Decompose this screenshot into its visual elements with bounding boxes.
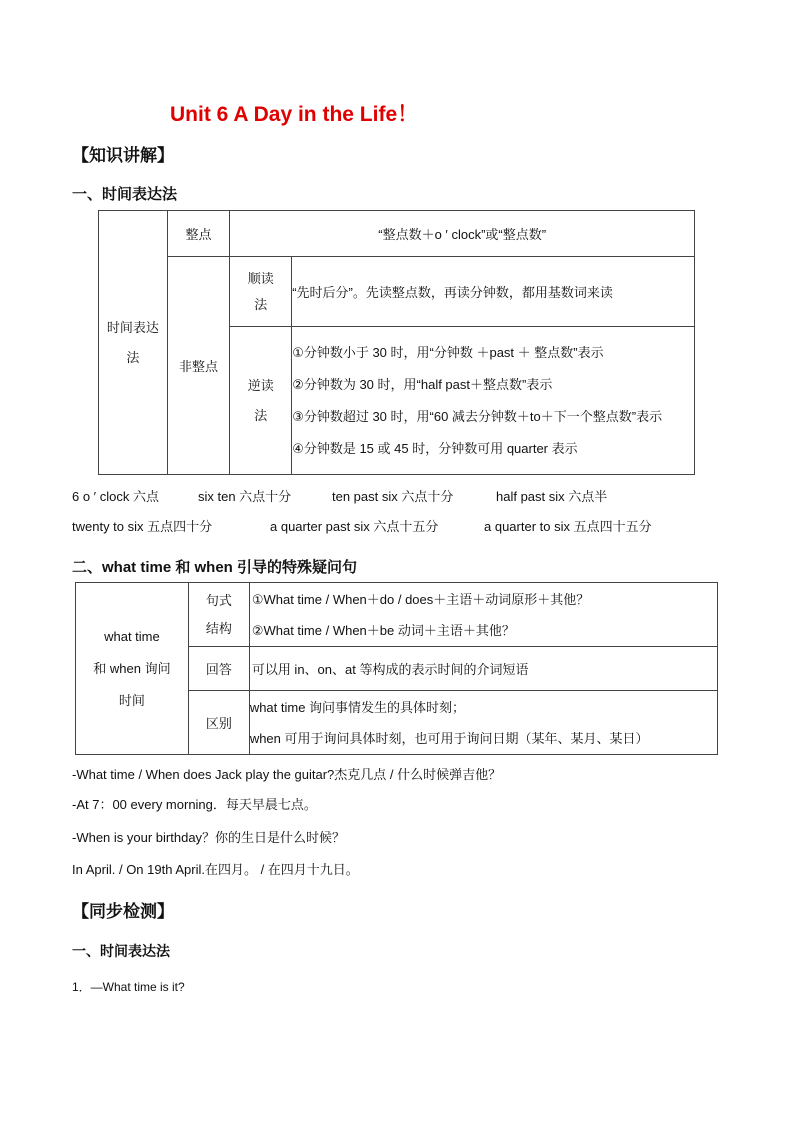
table2-answer-content: 可以用 in、on、at 等构成的表示时间的介词短语 — [249, 647, 717, 691]
table2-main-label-line: what time — [104, 628, 160, 644]
example-item: twenty to six 五点四十分 — [72, 519, 213, 534]
diff-item: when 可用于询问具体时刻，也可用于询问日期（某年、某月、某日） — [249, 730, 649, 746]
reverse-item: ④分钟数是 15 或 45 时，分钟数可用 quarter 表示 — [292, 440, 578, 456]
reverse-item: ②分钟数为 30 时，用“half past＋整点数”表示 — [292, 376, 553, 392]
section1-heading: 一、时间表达法 — [72, 186, 178, 203]
time-expression-table — [98, 210, 695, 475]
dialogue-line: In April. / On 19th April.在四月。 / 在四月十九日。 — [72, 862, 359, 877]
table1-whole-label: 整点 — [167, 211, 230, 257]
reverse-item: ①分钟数小于 30 时，用“分钟数 ＋past ＋ 整点数”表示 — [292, 344, 604, 360]
diff-item: what time 询问事情发生的具体时刻； — [249, 699, 466, 715]
example-item: ten past six 六点十分 — [332, 489, 454, 504]
table1-whole-content: “整点数＋o ′ clock”或“整点数” — [230, 211, 695, 257]
structure-item: ①What time / When＋do / does＋主语＋动词原形＋其他？ — [251, 591, 590, 607]
table2-main-label-line: 时间 — [118, 692, 145, 708]
table1-nonwhole-label: 非整点 — [167, 257, 230, 475]
page-title: Unit 6 A Day in the Life！ — [170, 103, 419, 126]
practice-heading: 一、时间表达法 — [72, 943, 170, 959]
example-item: six ten 六点十分 — [198, 489, 292, 504]
table1-main-label — [99, 211, 168, 475]
table1-forward-content: “先时后分”。先读整点数，再读分钟数，都用基数词来读 — [292, 257, 695, 327]
table2-structure-label — [188, 583, 249, 647]
question-table — [75, 582, 718, 755]
example-item: a quarter past six 六点十五分 — [270, 519, 439, 534]
example-item: half past six 六点半 — [496, 489, 608, 504]
table2-main-label-line: 和 when 询问 — [93, 660, 171, 676]
section-practice-heading: 【同步检测】 — [72, 902, 174, 921]
table2-diff-label: 区别 — [188, 691, 249, 755]
dialogue-line: -When is your birthday？你的生日是什么时候？ — [72, 830, 346, 845]
section2-heading: 二、what time 和 when 引导的特殊疑问句 — [72, 559, 358, 576]
section-knowledge-heading: 【知识讲解】 — [72, 146, 174, 165]
table2-answer-label: 回答 — [188, 647, 249, 691]
table1-reverse-content — [292, 327, 695, 475]
question-1: 1．—What time is it? — [72, 980, 185, 994]
table2-main-label — [76, 583, 189, 755]
table2-structure-content — [249, 583, 717, 647]
reverse-item: ③分钟数超过 30 时，用“60 减去分钟数＋to＋下一个整点数”表示 — [292, 408, 663, 424]
dialogue-line: -At 7：00 every morning．每天早晨七点。 — [72, 797, 317, 812]
table1-forward-label — [230, 257, 292, 327]
reverse-label-text: 逆读法 — [247, 377, 274, 423]
example-item: 6 o ′ clock 六点 — [72, 489, 159, 504]
table2-diff-content — [249, 691, 717, 755]
structure-label-text: 句式结构 — [205, 592, 232, 636]
example-item: a quarter to six 五点四十五分 — [484, 519, 652, 534]
table1-main-label-text: 时间表达法 — [106, 319, 159, 365]
dialogue-line: -What time / When does Jack play the guitar?杰克几点 / 什么时候弹吉他？ — [72, 767, 502, 782]
table1-reverse-label — [230, 327, 292, 475]
structure-item: ②What time / When＋be 动词＋主语＋其他？ — [251, 622, 515, 638]
forward-label-text: 顺读法 — [247, 270, 274, 312]
